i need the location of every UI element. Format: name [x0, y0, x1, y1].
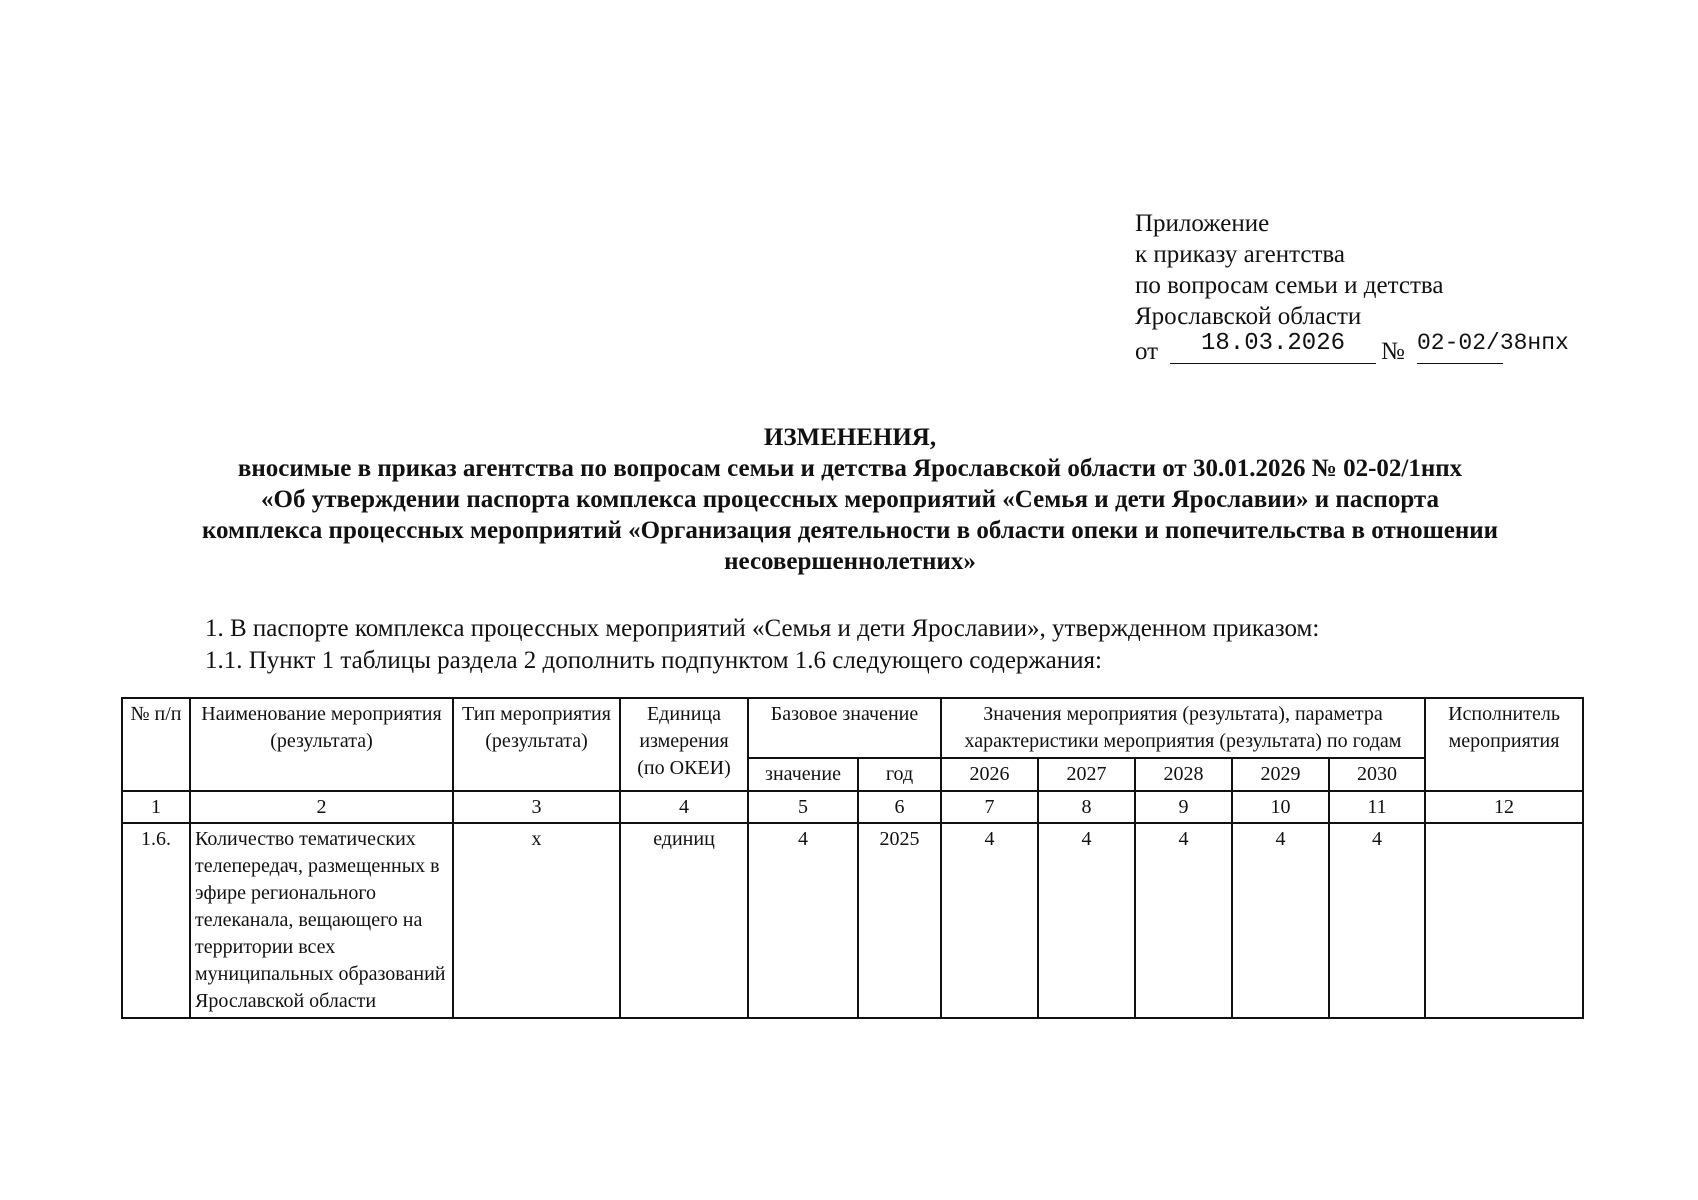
document-title	[110, 422, 1590, 577]
appendix-line: к приказу агентства	[1135, 241, 1345, 268]
row-name: Количество тематических телепередач, размещенных в эфире регионального телеканала, вещающего на территории всех муниципальных образований Ярославской области	[190, 823, 453, 1018]
table-row	[122, 823, 1583, 1018]
title-heading: ИЗМЕНЕНИЯ,	[763, 424, 937, 451]
row-executor	[1425, 823, 1583, 1018]
appendix-line: Ярославской области	[1135, 303, 1362, 330]
header-base-year: год	[858, 758, 941, 791]
row-year-value: 4	[1135, 823, 1232, 1018]
number-underline	[1417, 363, 1503, 364]
row-year-value: 4	[1232, 823, 1329, 1018]
column-number: 11	[1329, 791, 1425, 823]
paragraph-1: 1. В паспорте комплекса процессных мероприятий «Семья и дети Ярославии», утвержденном приказом:	[205, 615, 1320, 642]
title-line: вносимые в приказ агентства по вопросам семьи и детства Ярославской области от 30.01.2026 № 02-02/1нпх	[237, 455, 1463, 482]
row-year-value: 4	[941, 823, 1038, 1018]
date-underline	[1170, 363, 1376, 364]
column-number: 4	[620, 791, 748, 823]
column-number: 2	[190, 791, 453, 823]
row-year-value: 4	[1329, 823, 1425, 1018]
column-number: 1	[122, 791, 190, 823]
header-year: 2029	[1232, 758, 1329, 791]
header-base-value: значение	[748, 758, 858, 791]
row-year-value: 4	[1038, 823, 1135, 1018]
column-number: 5	[748, 791, 858, 823]
header-executor: Исполнитель мероприятия	[1425, 698, 1583, 791]
column-number: 9	[1135, 791, 1232, 823]
measures-table	[121, 697, 1584, 1019]
header-year: 2026	[941, 758, 1038, 791]
row-no: 1.6.	[122, 823, 190, 1018]
row-base-value: 4	[748, 823, 858, 1018]
column-number: 12	[1425, 791, 1583, 823]
column-number: 7	[941, 791, 1038, 823]
order-signature-line	[1135, 330, 1569, 365]
row-type: х	[453, 823, 620, 1018]
header-year: 2028	[1135, 758, 1232, 791]
appendix-line: по вопросам семьи и детства	[1135, 272, 1444, 299]
header-values: Значения мероприятия (результата), параметра характеристики мероприятия (результата) по годам	[941, 698, 1425, 758]
title-line: несовершеннолетних»	[724, 548, 976, 575]
order-date: 18.03.2026	[1200, 330, 1346, 357]
number-label: №	[1381, 338, 1405, 365]
header-base: Базовое значение	[748, 698, 941, 758]
column-number: 10	[1232, 791, 1329, 823]
paragraph-1-1: 1.1. Пункт 1 таблицы раздела 2 дополнить подпунктом 1.6 следующего содержания:	[205, 647, 1102, 674]
title-line: «Об утверждении паспорта комплекса процессных мероприятий «Семья и дети Ярославии» и паспорта	[261, 486, 1439, 513]
column-numbers-row	[122, 791, 1583, 823]
column-number: 8	[1038, 791, 1135, 823]
header-name: Наименование мероприятия (результата)	[190, 698, 453, 791]
header-no: № п/п	[122, 698, 190, 791]
header-type: Тип мероприятия (результата)	[453, 698, 620, 791]
row-unit: единиц	[620, 823, 748, 1018]
appendix-block	[1135, 208, 1569, 365]
title-line: комплекса процессных мероприятий «Организация деятельности в области опеки и попечительства в отношении	[201, 517, 1499, 544]
date-label: от	[1135, 338, 1159, 365]
column-number: 6	[858, 791, 941, 823]
header-row	[122, 698, 1583, 758]
header-year: 2030	[1329, 758, 1425, 791]
row-base-year: 2025	[858, 823, 941, 1018]
appendix-line: Приложение	[1135, 210, 1270, 237]
header-unit: Единица измерения (по ОКЕИ)	[620, 698, 748, 791]
order-number: 02-02/38нпх	[1417, 330, 1569, 356]
column-number: 3	[453, 791, 620, 823]
header-year: 2027	[1038, 758, 1135, 791]
